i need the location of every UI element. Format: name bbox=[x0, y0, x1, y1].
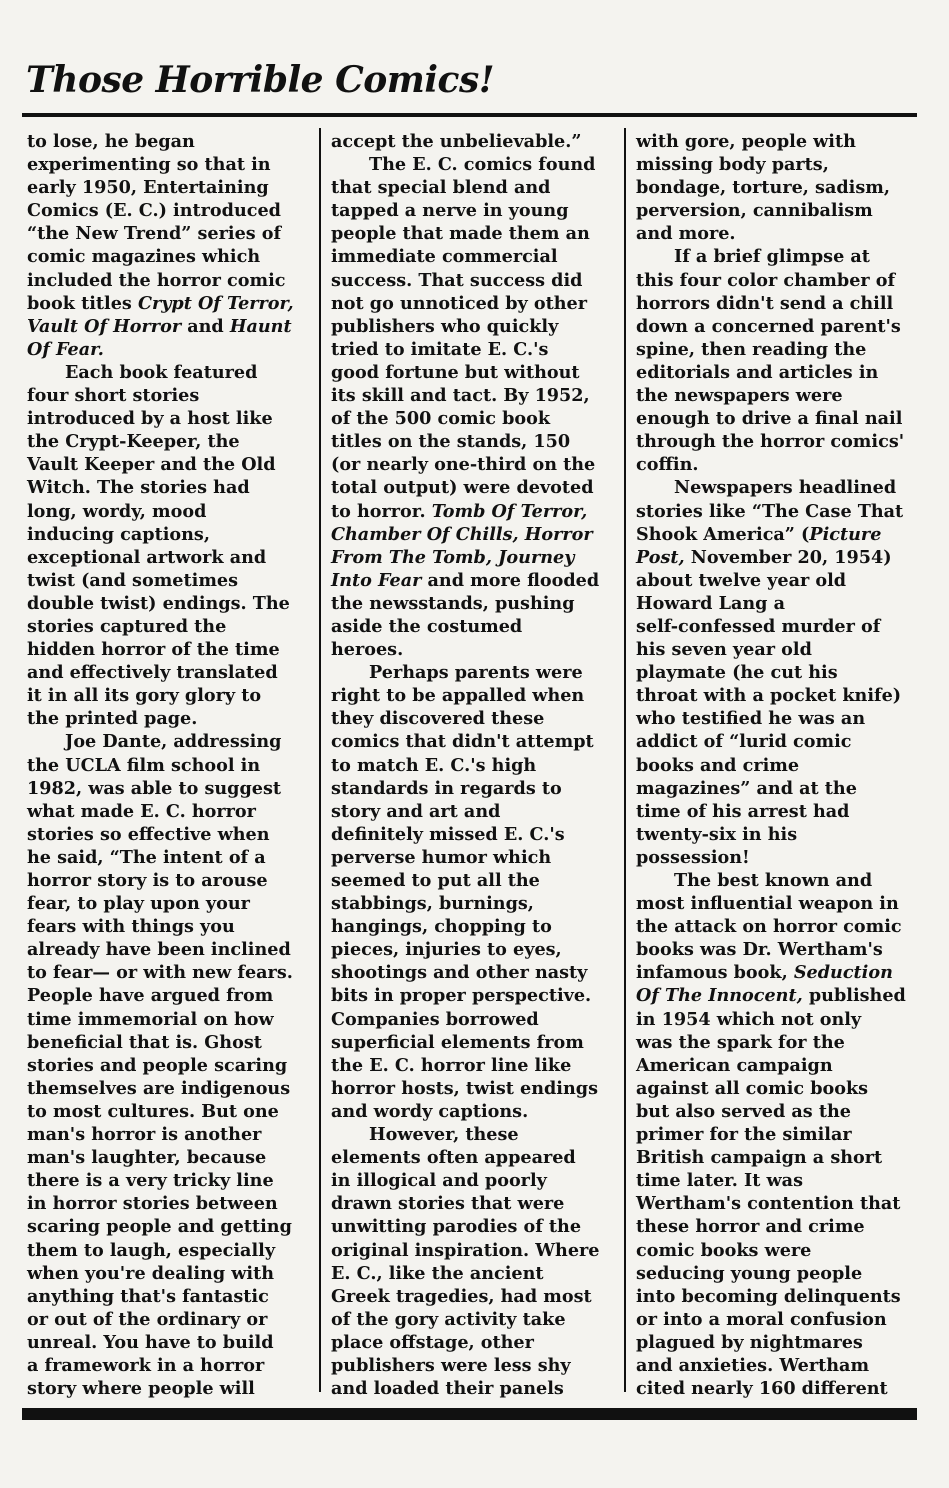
text-line: time later. It was bbox=[636, 1170, 803, 1192]
text-line: definitely missed E. C.'s bbox=[331, 823, 565, 845]
text-line: playmate (he cut his bbox=[636, 662, 838, 684]
text-line: and more. bbox=[636, 223, 736, 245]
text-line: Chamber Of Chills, Horror bbox=[331, 523, 593, 545]
text-line: Newspapers headlined bbox=[674, 477, 897, 499]
text-line: double twist) endings. The bbox=[27, 592, 290, 614]
text-line: and loaded their panels bbox=[331, 1378, 564, 1400]
text-line: heroes. bbox=[331, 639, 404, 661]
text-line: to most cultures. But one bbox=[27, 1100, 279, 1122]
text-line: through the horror comics' bbox=[636, 431, 905, 453]
text-line: themselves are indigenous bbox=[27, 1077, 291, 1099]
text-line: Perhaps parents were bbox=[369, 662, 583, 684]
text-line: total output) were devoted bbox=[331, 477, 594, 499]
text-line: However, these bbox=[369, 1124, 519, 1146]
text-line: publishers who quickly bbox=[331, 315, 559, 337]
text-line: hidden horror of the time bbox=[27, 639, 280, 661]
text-line: was the spark for the bbox=[636, 1031, 845, 1053]
text-line: elements often appeared bbox=[331, 1147, 576, 1169]
text-line: comics that didn't attempt bbox=[331, 731, 594, 753]
text-line: Howard Lang a bbox=[636, 592, 785, 614]
text-line: 1982, was able to suggest bbox=[27, 777, 282, 799]
text-line: Greek tragedies, had most bbox=[331, 1285, 592, 1307]
text-line: unwitting parodies of the bbox=[331, 1216, 582, 1238]
text-line: them to laugh, especially bbox=[27, 1239, 276, 1261]
text-line: cited nearly 160 different bbox=[636, 1378, 888, 1400]
text-line: unreal. You have to build bbox=[27, 1331, 274, 1353]
text-line: E. C., like the ancient bbox=[331, 1262, 544, 1284]
text-line: addict of “lurid comic bbox=[636, 731, 852, 753]
text-line: in horror stories between bbox=[27, 1193, 278, 1215]
text-line: “the New Trend” series of bbox=[27, 223, 282, 245]
text-line: and anxieties. Wertham bbox=[636, 1354, 870, 1376]
text-line: that special blend and bbox=[331, 177, 551, 199]
text-line: about twelve year old bbox=[636, 569, 847, 591]
text-line: most influential weapon in bbox=[636, 893, 899, 915]
text-line: fear, to play upon your bbox=[27, 893, 250, 915]
text-line: books and crime bbox=[636, 754, 800, 776]
text-line: Of The Innocent, published bbox=[636, 985, 906, 1007]
text-line: not go unnoticed by other bbox=[331, 292, 587, 314]
text-line: good fortune but without bbox=[331, 361, 580, 383]
text-line: Each book featured bbox=[65, 361, 258, 383]
text-line: perversion, cannibalism bbox=[636, 200, 873, 222]
text-line: introduced by a host like bbox=[27, 408, 273, 430]
column-divider bbox=[624, 128, 626, 1392]
text-line: tried to imitate E. C.'s bbox=[331, 338, 549, 360]
text-line: its skill and tact. By 1952, bbox=[331, 385, 590, 407]
text-line: inducing captions, bbox=[27, 523, 210, 545]
text-line: the E. C. horror line like bbox=[331, 1054, 572, 1076]
text-line: Vault Of Horror and Haunt bbox=[27, 315, 292, 337]
text-line: time of his arrest had bbox=[636, 800, 850, 822]
text-line: it in all its gory glory to bbox=[27, 685, 262, 707]
text-line: pieces, injuries to eyes, bbox=[331, 939, 562, 961]
text-line: Vault Keeper and the Old bbox=[27, 454, 276, 476]
text-line: self-confessed murder of bbox=[636, 615, 881, 637]
text-line: in illogical and poorly bbox=[331, 1170, 547, 1192]
text-line: success. That success did bbox=[331, 269, 583, 291]
text-line: possession! bbox=[636, 846, 750, 868]
text-line: tapped a nerve in young bbox=[331, 200, 569, 222]
text-line: bits in proper perspective. bbox=[331, 985, 592, 1007]
text-line: accept the unbelievable.” bbox=[331, 131, 582, 152]
text-line: exceptional artwork and bbox=[27, 546, 267, 568]
text-line: of the gory activity take bbox=[331, 1308, 566, 1330]
text-line: aside the costumed bbox=[331, 615, 523, 637]
text-line: spine, then reading the bbox=[636, 338, 867, 360]
text-line: man's horror is another bbox=[27, 1124, 262, 1146]
text-line: Post, November 20, 1954) bbox=[636, 546, 892, 568]
text-line: perverse humor which bbox=[331, 846, 552, 868]
text-line: enough to drive a final nail bbox=[636, 408, 903, 430]
text-line: infamous book, Seduction bbox=[636, 962, 893, 984]
text-line: immediate commercial bbox=[331, 246, 558, 268]
text-line: to match E. C.'s high bbox=[331, 754, 537, 776]
text-line: his seven year old bbox=[636, 639, 812, 661]
text-line: missing body parts, bbox=[636, 154, 829, 176]
text-line: Wertham's contention that bbox=[636, 1193, 901, 1215]
article-column-1 bbox=[27, 130, 309, 1400]
text-line: stories and people scaring bbox=[27, 1054, 288, 1076]
text-line: story where people will bbox=[27, 1378, 255, 1400]
text-line: the attack on horror comic bbox=[636, 916, 902, 938]
article-column-2 bbox=[331, 130, 613, 1400]
text-line: against all comic books bbox=[636, 1077, 869, 1099]
text-line: the newspapers were bbox=[636, 385, 843, 407]
text-line: of the 500 comic book bbox=[331, 408, 551, 430]
text-line: he said, “The intent of a bbox=[27, 846, 266, 868]
text-line: twist (and sometimes bbox=[27, 569, 239, 591]
text-line: the Crypt-Keeper, the bbox=[27, 431, 240, 453]
text-line: to lose, he began bbox=[27, 131, 195, 152]
top-rule bbox=[22, 113, 917, 117]
text-line: man's laughter, because bbox=[27, 1147, 267, 1169]
text-line: who testified he was an bbox=[636, 708, 866, 730]
text-line: People have argued from bbox=[27, 985, 274, 1007]
text-line: coffin. bbox=[636, 454, 699, 476]
text-line: this four color chamber of bbox=[636, 269, 896, 291]
text-line: British campaign a short bbox=[636, 1147, 883, 1169]
text-line: these horror and crime bbox=[636, 1216, 865, 1238]
text-line: into becoming delinquents bbox=[636, 1285, 901, 1307]
text-line: drawn stories that were bbox=[331, 1193, 565, 1215]
text-line: or out of the ordinary or bbox=[27, 1308, 268, 1330]
text-line: beneficial that is. Ghost bbox=[27, 1031, 262, 1053]
text-line: story and art and bbox=[331, 800, 501, 822]
text-line: From The Tomb, Journey bbox=[331, 546, 575, 568]
text-line: hangings, chopping to bbox=[331, 916, 552, 938]
text-line: stabbings, burnings, bbox=[331, 893, 534, 915]
text-line: publishers were less shy bbox=[331, 1354, 571, 1376]
text-line: when you're dealing with bbox=[27, 1262, 274, 1284]
text-line: Companies borrowed bbox=[331, 1008, 539, 1030]
text-line: stories so effective when bbox=[27, 823, 270, 845]
text-line: people that made them an bbox=[331, 223, 590, 245]
text-line: If a brief glimpse at bbox=[674, 246, 870, 268]
text-line: stories captured the bbox=[27, 615, 227, 637]
text-line: in 1954 which not only bbox=[636, 1008, 862, 1030]
text-line: time immemorial on how bbox=[27, 1008, 274, 1030]
text-line: The E. C. comics found bbox=[369, 154, 596, 176]
text-line: a framework in a horror bbox=[27, 1354, 265, 1376]
text-line: but also served as the bbox=[636, 1100, 851, 1122]
text-line: and effectively translated bbox=[27, 662, 278, 684]
text-line: to horror. Tomb Of Terror, bbox=[331, 500, 588, 522]
text-line: already have been inclined bbox=[27, 939, 291, 961]
text-line: books was Dr. Wertham's bbox=[636, 939, 883, 961]
text-line: horror story is to arouse bbox=[27, 870, 268, 891]
text-line: the UCLA film school in bbox=[27, 754, 261, 776]
text-line: editorials and articles in bbox=[636, 361, 879, 383]
text-line: there is a very tricky line bbox=[27, 1170, 274, 1192]
text-line: anything that's fantastic bbox=[27, 1285, 269, 1307]
text-line: twenty-six in his bbox=[636, 823, 798, 845]
text-line: with gore, people with bbox=[636, 131, 856, 152]
text-line: fears with things you bbox=[27, 916, 235, 938]
text-line: The best known and bbox=[674, 870, 873, 891]
text-line: right to be appalled when bbox=[331, 685, 585, 707]
text-line: original inspiration. Where bbox=[331, 1239, 600, 1261]
text-line: Comics (E. C.) introduced bbox=[27, 200, 281, 222]
text-line: the newsstands, pushing bbox=[331, 592, 575, 614]
text-line: throat with a pocket knife) bbox=[636, 685, 902, 707]
text-line: Into Fear and more flooded bbox=[331, 569, 600, 591]
text-line: early 1950, Entertaining bbox=[27, 177, 269, 199]
text-line: superficial elements from bbox=[331, 1031, 584, 1053]
text-line: book titles Crypt Of Terror, bbox=[27, 292, 294, 314]
text-line: magazines” and at the bbox=[636, 777, 857, 799]
text-line: or into a moral confusion bbox=[636, 1308, 887, 1330]
text-line: American campaign bbox=[636, 1054, 833, 1076]
text-line: they discovered these bbox=[331, 708, 545, 730]
text-line: what made E. C. horror bbox=[27, 800, 256, 822]
text-line: seducing young people bbox=[636, 1262, 863, 1284]
column-divider bbox=[319, 128, 321, 1392]
text-line: seemed to put all the bbox=[331, 870, 540, 891]
text-line: the printed page. bbox=[27, 708, 198, 730]
bottom-rule bbox=[22, 1408, 917, 1420]
article-column-3 bbox=[636, 130, 918, 1400]
text-line: comic magazines which bbox=[27, 246, 261, 268]
text-line: Shook America” (Picture bbox=[636, 523, 882, 545]
text-line: plagued by nightmares bbox=[636, 1331, 863, 1353]
text-line: experimenting so that in bbox=[27, 154, 271, 176]
text-line: Of Fear. bbox=[27, 338, 104, 360]
text-line: horrors didn't send a chill bbox=[636, 292, 894, 314]
text-line: and wordy captions. bbox=[331, 1100, 529, 1122]
text-line: included the horror comic bbox=[27, 269, 286, 291]
text-line: titles on the stands, 150 bbox=[331, 431, 571, 453]
text-line: long, wordy, mood bbox=[27, 500, 207, 522]
text-line: bondage, torture, sadism, bbox=[636, 177, 890, 199]
text-line: stories like “The Case That bbox=[636, 500, 904, 522]
text-line: Joe Dante, addressing bbox=[65, 731, 282, 753]
text-line: four short stories bbox=[27, 385, 200, 407]
text-line: horror hosts, twist endings bbox=[331, 1077, 598, 1099]
page-title: Those Horrible Comics! bbox=[26, 59, 495, 101]
text-line: down a concerned parent's bbox=[636, 315, 901, 337]
text-line: Witch. The stories had bbox=[27, 477, 250, 499]
text-line: primer for the similar bbox=[636, 1124, 852, 1146]
text-line: comic books were bbox=[636, 1239, 812, 1261]
text-line: (or nearly one-third on the bbox=[331, 454, 596, 476]
text-line: standards in regards to bbox=[331, 777, 562, 799]
text-line: scaring people and getting bbox=[27, 1216, 292, 1238]
text-line: shootings and other nasty bbox=[331, 962, 588, 984]
text-line: place offstage, other bbox=[331, 1331, 534, 1353]
text-line: to fear— or with new fears. bbox=[27, 962, 293, 984]
